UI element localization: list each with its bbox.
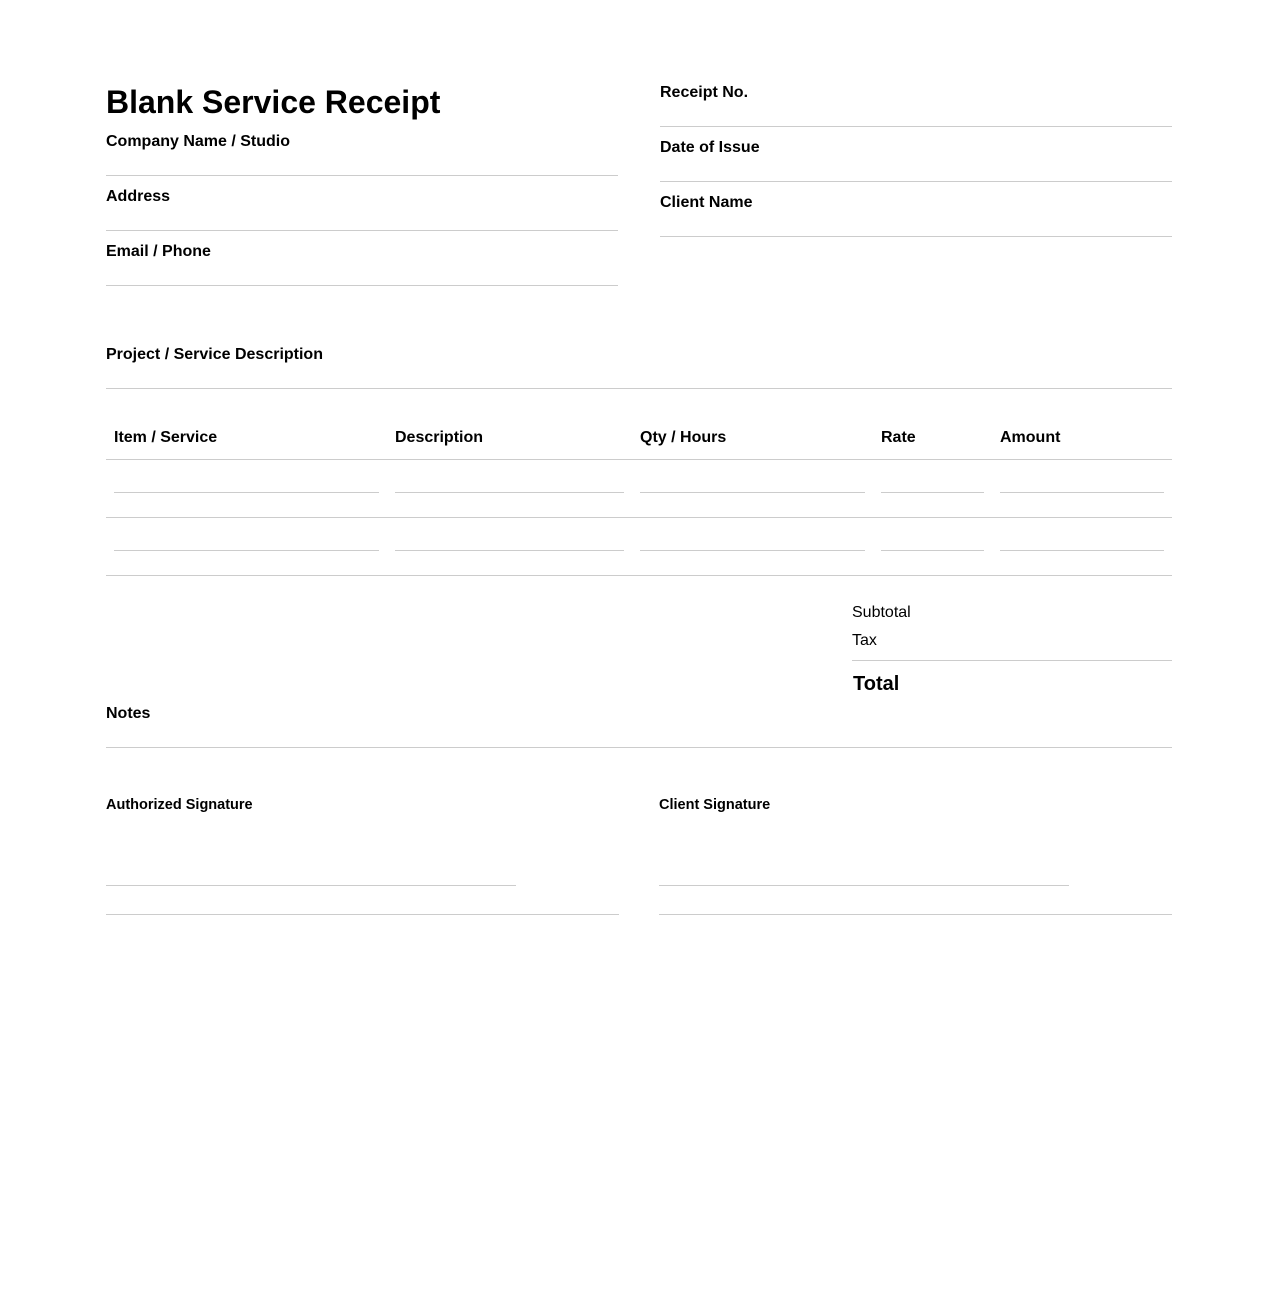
input-underline xyxy=(395,492,624,493)
rate-input[interactable] xyxy=(881,528,984,549)
row-divider xyxy=(106,517,1172,518)
email-phone-field[interactable] xyxy=(106,262,618,284)
client-signature-field[interactable] xyxy=(659,825,1069,883)
divider xyxy=(660,236,1172,237)
qty-input[interactable] xyxy=(640,470,865,491)
tax-label: Tax xyxy=(852,632,877,649)
notes-label: Notes xyxy=(106,705,151,722)
divider xyxy=(106,230,618,231)
column-header-qty: Qty / Hours xyxy=(640,429,727,446)
receipt-no-label: Receipt No. xyxy=(660,84,749,101)
address-label: Address xyxy=(106,188,171,205)
page-title: Blank Service Receipt xyxy=(106,84,441,120)
project-description-label: Project / Service Description xyxy=(106,346,323,363)
divider xyxy=(106,285,618,286)
receipt-no-field[interactable] xyxy=(660,103,1172,125)
input-underline xyxy=(1000,492,1164,493)
address-field[interactable] xyxy=(106,207,618,229)
input-underline xyxy=(1000,550,1164,551)
description-input[interactable] xyxy=(395,470,624,491)
authorized-signature-label: Authorized Signature xyxy=(106,797,253,813)
project-description-field[interactable] xyxy=(106,365,1172,387)
company-name-label: Company Name / Studio xyxy=(106,133,291,150)
divider xyxy=(106,914,619,915)
input-underline xyxy=(114,550,379,551)
subtotal-label: Subtotal xyxy=(852,604,911,621)
signature-line xyxy=(659,885,1069,886)
input-underline xyxy=(640,492,865,493)
divider xyxy=(106,747,1172,748)
row-divider xyxy=(106,575,1172,576)
amount-input[interactable] xyxy=(1000,528,1164,549)
item-input[interactable] xyxy=(114,528,379,549)
notes-field[interactable] xyxy=(106,724,1172,746)
column-header-rate: Rate xyxy=(881,429,916,446)
input-underline xyxy=(395,550,624,551)
column-header-description: Description xyxy=(395,429,484,446)
input-underline xyxy=(640,550,865,551)
client-name-field[interactable] xyxy=(660,213,1172,235)
rate-input[interactable] xyxy=(881,470,984,491)
divider xyxy=(659,914,1172,915)
qty-input[interactable] xyxy=(640,528,865,549)
amount-input[interactable] xyxy=(1000,470,1164,491)
date-of-issue-label: Date of Issue xyxy=(660,139,760,156)
authorized-signature-field[interactable] xyxy=(106,825,516,883)
date-of-issue-field[interactable] xyxy=(660,158,1172,180)
column-header-item: Item / Service xyxy=(114,429,218,446)
divider xyxy=(106,175,618,176)
divider xyxy=(660,126,1172,127)
input-underline xyxy=(881,492,984,493)
client-name-label: Client Name xyxy=(660,194,753,211)
description-input[interactable] xyxy=(395,528,624,549)
divider xyxy=(660,181,1172,182)
input-underline xyxy=(881,550,984,551)
input-underline xyxy=(114,492,379,493)
total-label: Total xyxy=(853,673,900,695)
email-phone-label: Email / Phone xyxy=(106,243,211,260)
column-header-amount: Amount xyxy=(1000,429,1061,446)
totals-divider xyxy=(852,660,1172,661)
client-signature-label: Client Signature xyxy=(659,797,771,813)
item-input[interactable] xyxy=(114,470,379,491)
table-header-divider xyxy=(106,459,1172,460)
company-name-field[interactable] xyxy=(106,152,618,174)
signature-line xyxy=(106,885,516,886)
divider xyxy=(106,388,1172,389)
